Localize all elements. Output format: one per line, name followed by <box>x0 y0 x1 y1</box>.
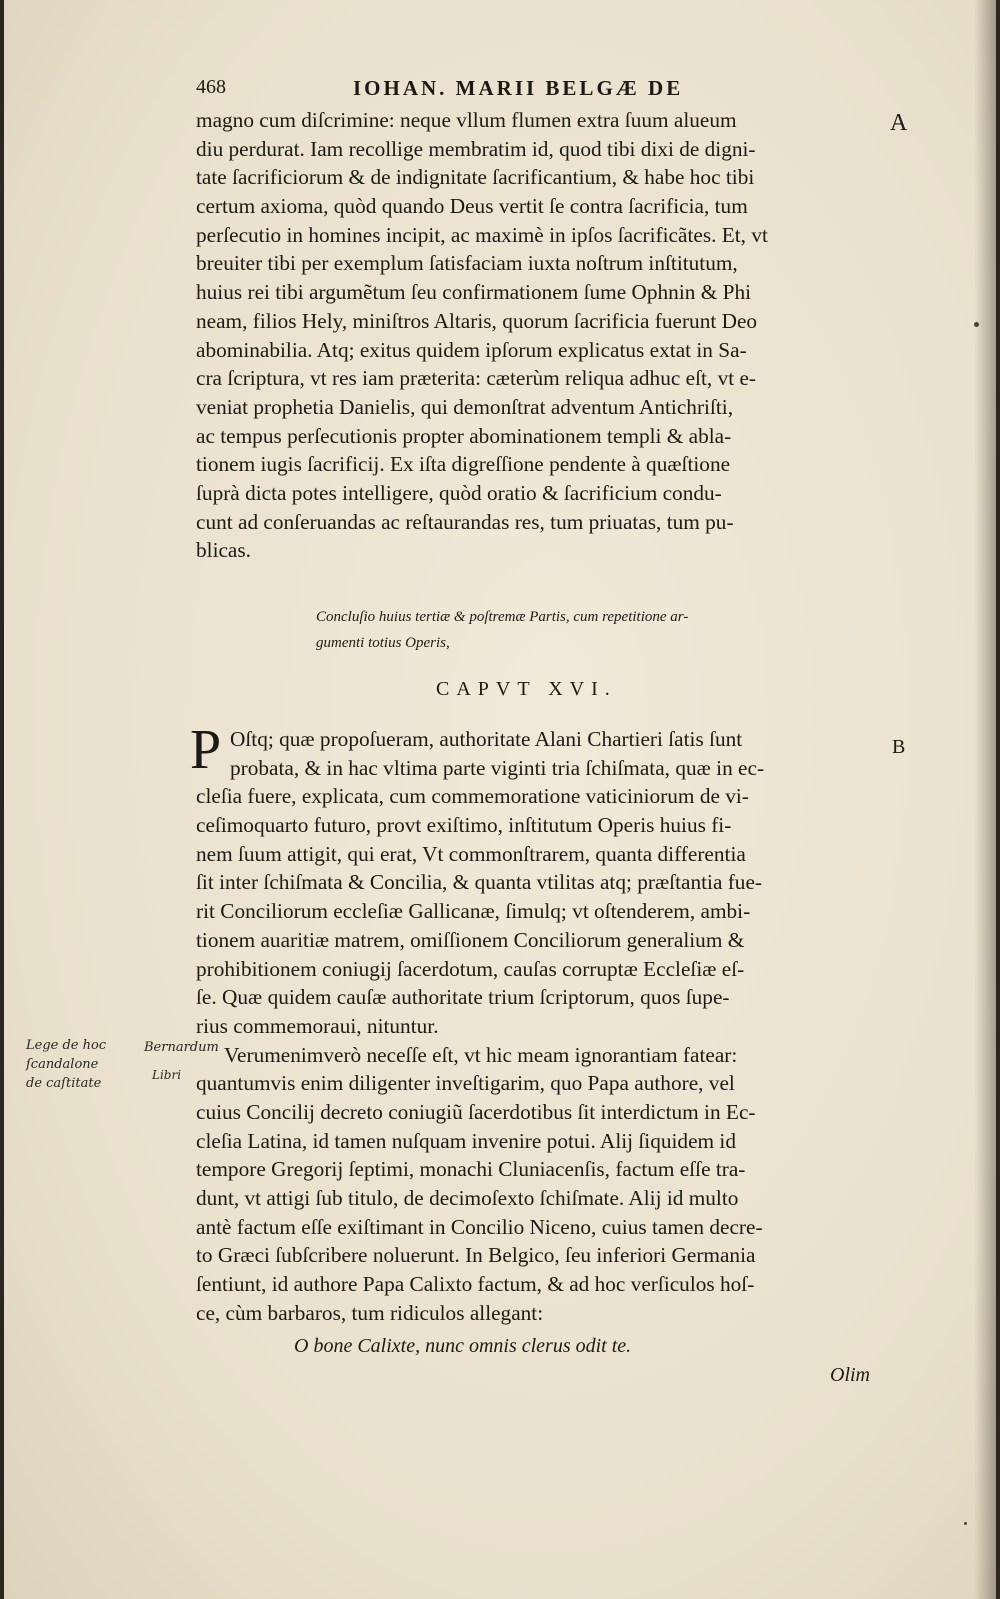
handwritten-line: ſcandalone <box>26 1057 99 1072</box>
text-line: cunt ad conſeruandas ac reſtaurandas res, tum priuatas, tum pu- <box>196 509 734 534</box>
page-edge-shadow <box>974 0 996 1599</box>
text-line: cuius Concilij decreto coniugiũ ſacerdotibus ſit interdictum in Ec- <box>196 1099 756 1124</box>
text-line: rit Conciliorum eccleſiæ Gallicanæ, ſimulq; vt oſtenderem, ambi- <box>196 899 751 924</box>
rubric-line: Concluſio huius tertiæ & poſtremæ Partis, cum repetitione ar- <box>316 609 689 625</box>
handwritten-line: de caſtitate <box>26 1076 102 1091</box>
paragraph-2 <box>196 725 886 1327</box>
ink-speck <box>964 1522 967 1525</box>
text-line: blicas. <box>196 538 251 563</box>
text-line: ſentiunt, id authore Papa Calixto factum, & ad hoc verſiculos hoſ- <box>196 1272 755 1297</box>
text-line: ac tempus perſecutionis propter abominationem templi & abla- <box>196 423 732 448</box>
text-line: rius commemoraui, nituntur. <box>196 1013 439 1038</box>
text-line: ſe. Quæ quidem cauſæ authoritate trium ſcriptorum, quos ſupe- <box>196 985 730 1010</box>
text-line: ſit inter ſchiſmata & Concilia, & quanta vtilitas atq; præſtantia fue- <box>196 870 763 895</box>
paragraph-1 <box>196 106 886 565</box>
text-line: Verumenimverò neceſſe eſt, vt hic meam ignorantiam fatear: <box>224 1042 738 1067</box>
text-line: cleſia Latina, id tamen nuſquam invenire potui. Alij ſiquidem id <box>196 1128 736 1153</box>
text-line: cleſia fuere, explicata, cum commemoratione vaticiniorum de vi- <box>196 784 749 809</box>
text-line: breuiter tibi per exemplum ſatisfaciam iuxta noſtrum inſtitutum, <box>196 251 738 276</box>
margin-letter-a: A <box>890 110 908 136</box>
rubric-line: gumenti totius Operis, <box>316 635 450 651</box>
chapter-heading: CAPVT XVI. <box>436 678 617 700</box>
catchword: Olim <box>830 1364 870 1386</box>
text-line: veniat prophetia Danielis, qui demonſtrat adventum Antichriſti, <box>196 394 734 419</box>
text-line: certum axioma, quòd quando Deus vertit ſe contra ſacrificia, tum <box>196 194 748 219</box>
text-line: tempore Gregorij ſeptimi, monachi Cluniacenſis, factum eſſe tra- <box>196 1157 746 1182</box>
margin-letter-b: B <box>892 736 906 758</box>
handwritten-inline-note: Libri <box>152 1068 182 1082</box>
text-line: tate ſacrificiorum & de indignitate ſacrificantium, & habe hoc tibi <box>196 165 755 190</box>
drop-cap: P <box>190 719 222 781</box>
handwritten-line: Lege de hoc <box>26 1038 107 1053</box>
text-line: antè factum eſſe exiſtimant in Concilio Niceno, cuius tamen decre- <box>196 1214 763 1239</box>
text-line: ce, cùm barbaros, tum ridiculos allegant: <box>196 1300 544 1325</box>
text-line: tionem iugis ſacrificij. Ex iſta digreſſione pendente à quæſtione <box>196 452 731 477</box>
verse-quotation: O bone Calixte, nunc omnis clerus odit te. <box>294 1335 632 1357</box>
text-line: dunt, vt attigi ſub titulo, de decimoſexto ſchiſmate. Alij id multo <box>196 1186 739 1210</box>
text-line: ſuprà dicta potes intelligere, quòd oratio & ſacrificium condu- <box>196 480 722 505</box>
chapter-rubric <box>316 604 816 656</box>
text-line: cra ſcriptura, vt res iam præterita: cæterùm reliqua adhuc eſt, vt e- <box>196 366 756 391</box>
text-line: perſecutio in homines incipit, ac maximè in ipſos ſacrificãtes. Et, vt <box>196 222 768 247</box>
text-line: Oſtq; quæ propoſueram, authoritate Alani Chartieri ſatis ſunt <box>230 727 743 751</box>
book-page <box>4 0 996 1599</box>
text-line: prohibitionem coniugij ſacerdotum, cauſas corruptæ Eccleſiæ eſ- <box>196 956 745 981</box>
handwritten-inline-note: Bernardum <box>144 1040 219 1055</box>
text-line: diu perdurat. Iam recollige membratim id, quod tibi dixi de digni- <box>196 136 756 161</box>
running-head <box>196 76 896 102</box>
running-title: IOHAN. MARII BELGÆ DE <box>353 76 684 100</box>
text-line: probata, & in hac vltima parte viginti tria ſchiſmata, quæ in ec- <box>230 755 765 780</box>
text-line: huius rei tibi argumẽtum ſeu confirmationem ſume Ophnin & Phi <box>196 280 752 305</box>
ink-speck <box>974 322 979 327</box>
text-line: tionem auaritiæ matrem, omiſſionem Conciliorum generalium & <box>196 927 745 952</box>
text-line: to Græci ſubſcribere noluerunt. In Belgico, ſeu inferiori Germania <box>196 1243 756 1268</box>
text-line: ceſimoquarto futuro, provt exiſtimo, inſtitutum Operis huius fi- <box>196 813 732 838</box>
text-line: nem ſuum attigit, qui erat, Vt commonſtrarem, quanta differentia <box>196 841 746 866</box>
text-line: quantumvis enim diligenter inveſtigarim, quo Papa authore, vel <box>196 1071 735 1096</box>
text-line: neam, filios Hely, miniſtros Altaris, quorum ſacrificia fuerunt Deo <box>196 308 758 333</box>
text-line: abominabilia. Atq; exitus quidem ipſorum explicatus extat in Sa- <box>196 337 747 362</box>
text-line: magno cum diſcrimine: neque vllum flumen extra ſuum alueum <box>196 108 737 132</box>
page-number: 468 <box>196 76 226 98</box>
